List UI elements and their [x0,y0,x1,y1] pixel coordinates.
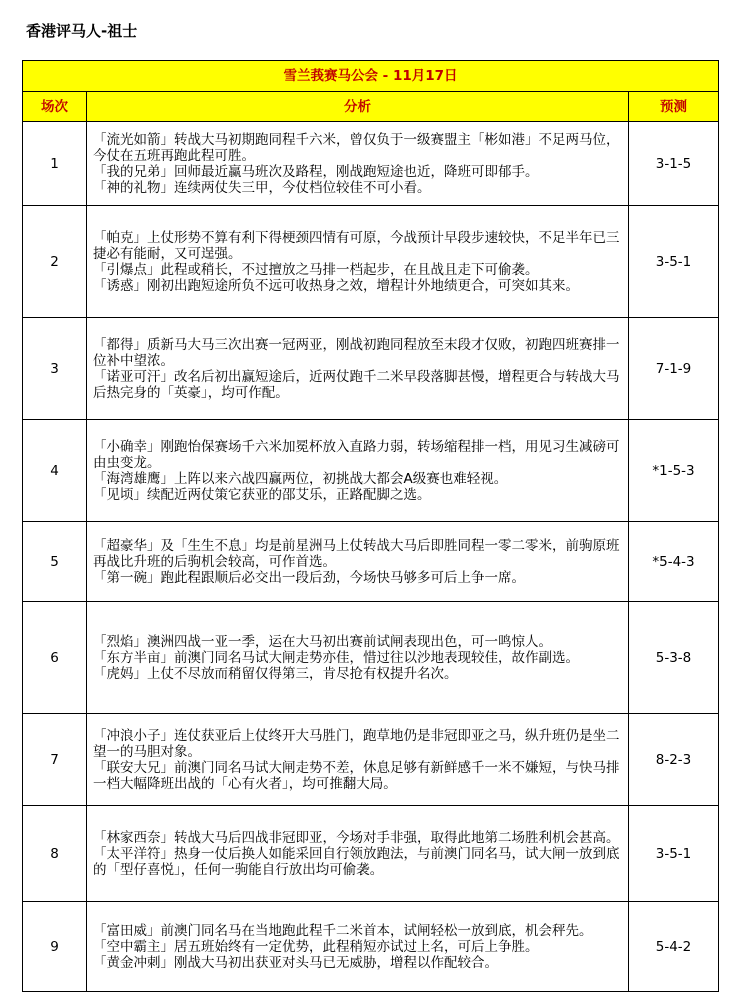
analysis-line: 「冲浪小子」连仗获亚后上仗终开大马胜门，跑草地仍是非冠即亚之马，纵升班仍是坐二望一的马胆对象。 [93,727,620,760]
analysis-line: 「见顷」续配近两仗策它获亚的邵艾乐，正路配脚之选。 [93,486,431,503]
race-prediction: *5-4-3 [629,522,719,602]
race-prediction: 5-4-2 [629,902,719,992]
table-row [23,714,719,806]
analysis-line: 「海湾雄鹰」上阵以来六战四赢两位，初挑战大都会A级赛也难轻视。 [93,470,508,487]
table-row [23,318,719,420]
analysis-line: 「帕克」上仗形势不算有利下得梗颈四情有可原，今战预计早段步速较快，不足半年已三捷必有能耐，又可逞强。 [93,229,620,262]
analysis-line: 「都得」质新马大马三次出赛一冠两亚，刚战初跑同程放至末段才仅败，初跑四班赛排一位补中望浓。 [93,336,620,369]
race-analysis [87,122,629,206]
table-row [23,420,719,522]
race-analysis [87,806,629,902]
analysis-line: 「烈焰」澳洲四战一亚一季，运在大马初出赛前试闸表现出色，可一鸣惊人。 [93,633,552,650]
race-number: 7 [23,714,87,806]
analysis-line: 「黄金冲刺」刚战大马初出获亚对头马已无威胁，增程以作配较合。 [93,954,498,971]
header-prediction: 预测 [629,92,719,122]
race-analysis [87,602,629,714]
analysis-line: 「小确幸」刚跑怡保赛场千六米加冕杯放入直路力弱，转场缩程排一档，用见习生减磅可由虫变龙。 [93,438,620,471]
race-number: 5 [23,522,87,602]
banner-row [23,61,719,92]
race-analysis [87,206,629,318]
table-row [23,602,719,714]
analysis-line: 「诱惑」刚初出跑短途所负不远可收热身之效，增程计外地绩更合，可突如其来。 [93,277,579,294]
analysis-line: 「诺亚可汗」改名后初出赢短途后，近两仗跑千二米早段落脚甚慢，增程更合与转战大马后热完身的「英豪」，均可作配。 [93,368,620,401]
race-number: 2 [23,206,87,318]
race-number: 1 [23,122,87,206]
analysis-line: 「超豪华」及「生生不息」均是前星洲马上仗转战大马后即胜同程一零二零米，前驹原班再战比升班的后驹机会较高，可作首选。 [93,537,620,570]
table-row [23,902,719,992]
race-analysis [87,522,629,602]
analysis-line: 「富田威」前澳门同名马在当地跑此程千二米首本，试闸轻松一放到底，机会秤先。 [93,922,593,939]
table-row [23,122,719,206]
header-race: 场次 [23,92,87,122]
analysis-line: 「第一碗」跑此程跟顺后必交出一段后劲，今场快马够多可后上争一席。 [93,569,525,586]
race-prediction: 7-1-9 [629,318,719,420]
analysis-line: 「神的礼物」连续两仗失三甲，今仗档位较佳不可小看。 [93,179,431,196]
analysis-line: 「东方半亩」前澳门同名马试大闸走势亦佳，惜过往以沙地表现较佳，故作副选。 [93,649,579,666]
header-analysis: 分析 [87,92,629,122]
race-prediction: 5-3-8 [629,602,719,714]
race-prediction: 3-1-5 [629,122,719,206]
race-number: 9 [23,902,87,992]
analysis-line: 「联安大兄」前澳门同名马试大闸走势不差，休息足够有新鲜感千一米不嫌短，与快马排一档大幅降班出战的「心有火者」，均可推翻大局。 [93,759,620,792]
table-row [23,206,719,318]
analysis-line: 「流光如箭」转战大马初期跑同程千六米，曾仅负于一级赛盟主「彬如港」不足两马位，今仗在五班再跑此程可胜。 [93,131,620,164]
race-prediction: *1-5-3 [629,420,719,522]
table-row [23,806,719,902]
race-analysis [87,902,629,992]
race-number: 3 [23,318,87,420]
analysis-line: 「空中霸主」居五班始终有一定优势，此程稍短亦试过上名，可后上争胜。 [93,938,539,955]
page-title: 香港评马人-祖士 [26,22,138,40]
race-prediction: 8-2-3 [629,714,719,806]
analysis-line: 「我的兄弟」回师最近赢马班次及路程，刚战跑短途也近，降班可即郁手。 [93,163,539,180]
race-analysis [87,714,629,806]
meeting-banner: 雪兰莪赛马公会 - 11月17日 [23,61,719,92]
race-prediction: 3-5-1 [629,206,719,318]
analysis-line: 「虎妈」上仗不尽放而稍留仅得第三，肯尽抢有权提升名次。 [93,665,458,682]
race-number: 4 [23,420,87,522]
header-row [23,92,719,122]
race-analysis [87,318,629,420]
race-number: 6 [23,602,87,714]
race-tips-table [22,60,719,992]
table-row [23,522,719,602]
race-analysis [87,420,629,522]
analysis-line: 「引爆点」此程或稍长，不过擅放之马排一档起步，在且战且走下可偷袭。 [93,261,539,278]
analysis-line: 「太平洋符」热身一仗后换人如能采回自行领放跑法，与前澳门同名马，试大闸一放到底的「型仔喜悦」，任何一驹能自行放出均可偷袭。 [93,845,620,878]
analysis-line: 「林家西奈」转战大马后四战非冠即亚，今场对手非强，取得此地第二场胜利机会甚高。 [93,829,620,846]
race-prediction: 3-5-1 [629,806,719,902]
race-number: 8 [23,806,87,902]
